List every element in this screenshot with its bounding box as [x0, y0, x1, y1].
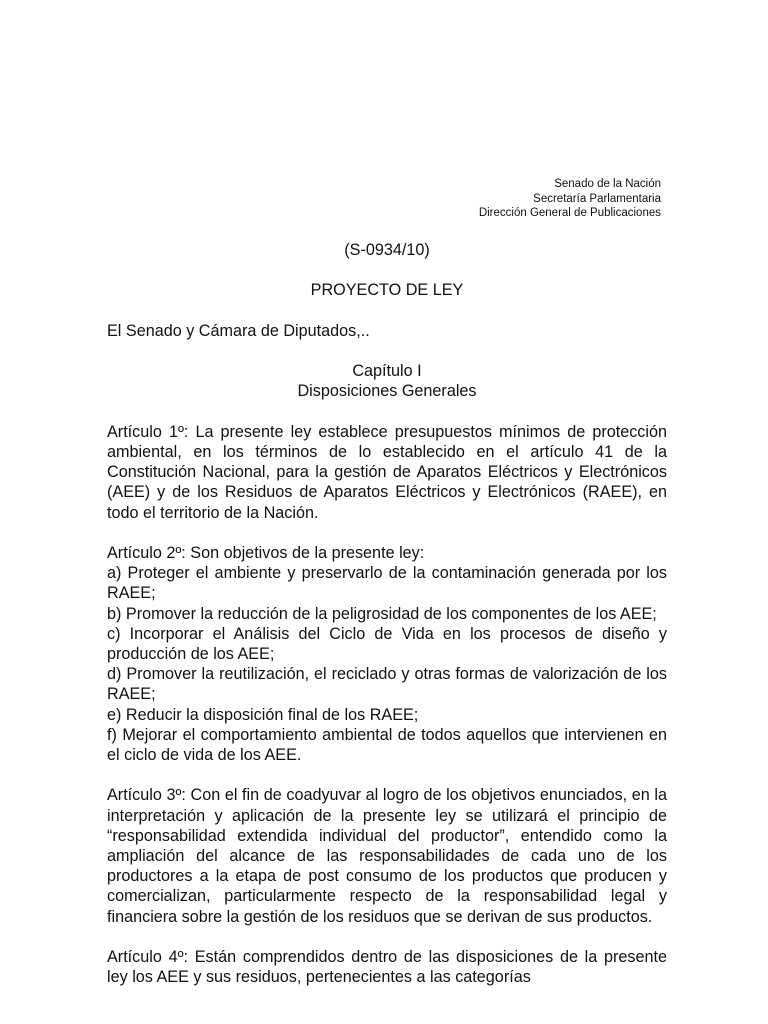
- article-2-item-a: a) Proteger el ambiente y preservarlo de la contaminación generada por los RAEE;: [107, 564, 667, 603]
- article-1: Artículo 1º: La presente ley establece presupuestos mínimos de protección ambiental, en los términos de lo establecido en el artículo 41 de la Constitución Nacional, para la gestión de Aparatos Eléctricos y Electrónicos (AEE) y de los Residuos de Aparatos Eléctricos y Electrónicos (RAEE), en todo el territorio de la Nación.: [107, 422, 667, 522]
- article-2-item-e: e) Reducir la disposición final de los RAEE;: [107, 705, 419, 724]
- header-publications: Dirección General de Publicaciones: [478, 207, 661, 219]
- article-2-item-b: b) Promover la reducción de la peligrosidad de los componentes de los AEE;: [107, 604, 657, 623]
- article-4: Artículo 4º: Están comprendidos dentro de las disposiciones de la presente ley los AEE y sus residuos, pertenecientes a las categorías: [107, 948, 667, 987]
- article-3: Artículo 3º: Con el fin de coadyuvar al logro de los objetivos enunciados, en la interpretación y aplicación de la presente ley se utilizará el principio de “responsabilidad extendida individual del productor”, entendido como la ampliación del alcance de las responsabilidades de cada uno de los productores a la etapa de post consumo de los productos que producen y comercializan, particularmente respecto de la responsabilidad legal y financiera sobre la gestión de los residuos que se derivan de sus productos.: [107, 786, 667, 926]
- article-2-item-d: d) Promover la reutilización, el reciclado y otras formas de valorización de los RAEE;: [107, 665, 667, 704]
- article-2: [107, 543, 667, 765]
- article-2-item-f: f) Mejorar el comportamiento ambiental de todos aquellos que intervienen en el ciclo de vida de los AEE.: [107, 725, 667, 764]
- article-2-item-c: c) Incorporar el Análisis del Ciclo de Vida en los procesos de diseño y producción de los AEE;: [107, 624, 667, 663]
- preamble: El Senado y Cámara de Diputados,..: [107, 321, 370, 340]
- chapter-title: Disposiciones Generales: [297, 382, 477, 401]
- article-2-intro: Artículo 2º: Son objetivos de la presente ley:: [107, 543, 425, 562]
- header-senate: Senado de la Nación: [554, 178, 661, 190]
- chapter-heading: [107, 361, 667, 401]
- header-secretariat: Secretaría Parlamentaria: [533, 192, 661, 205]
- chapter-number: Capítulo I: [352, 362, 422, 381]
- document-body: [107, 240, 667, 987]
- document-number: (S-0934/10): [344, 241, 430, 259]
- document-title: PROYECTO DE LEY: [310, 281, 464, 300]
- document-header: [479, 177, 661, 221]
